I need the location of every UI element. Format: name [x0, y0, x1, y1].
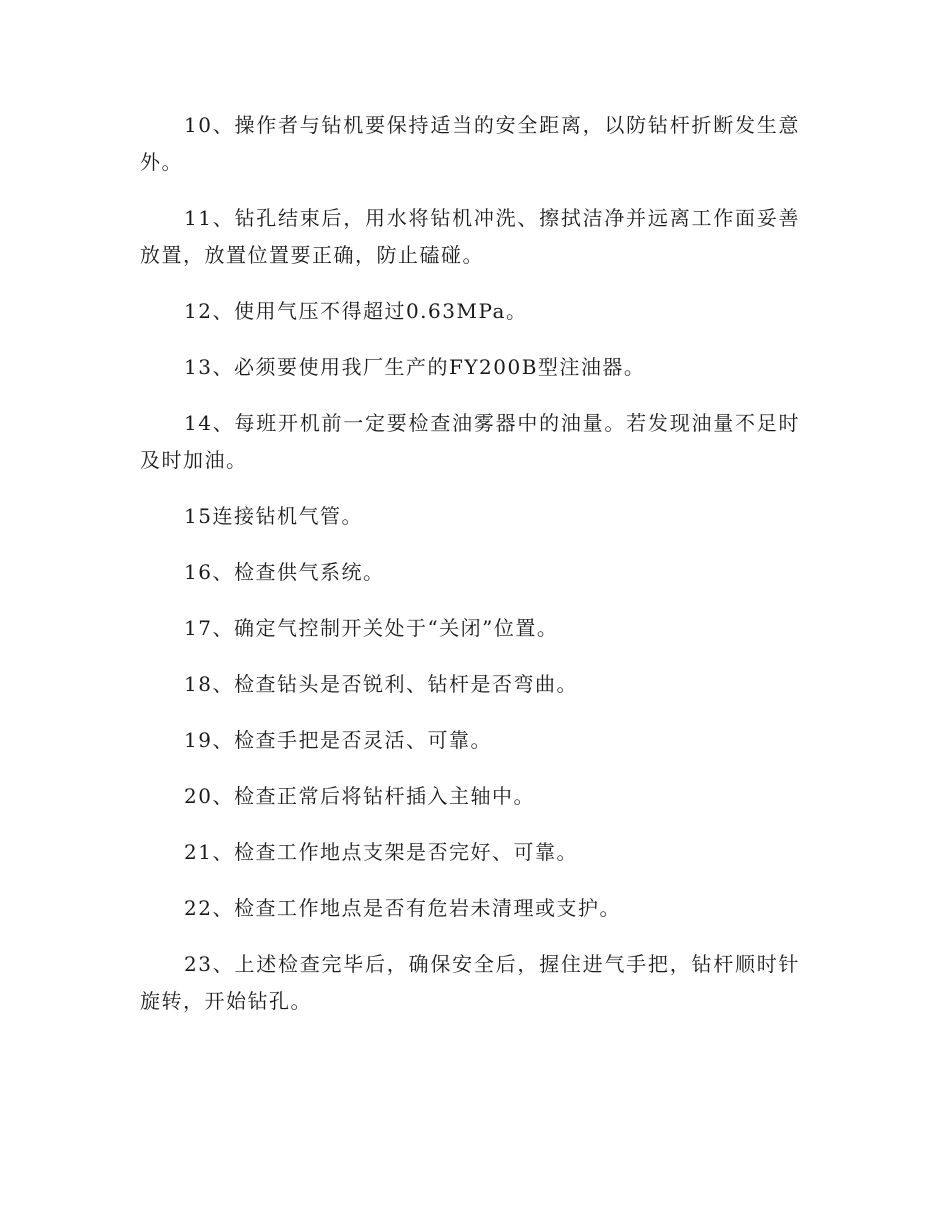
paragraph-11: 11、钻孔结束后，用水将钻机冲洗、擦拭洁净并远离工作面妥善放置，放置位置要正确，防止磕碰。 — [140, 206, 800, 267]
paragraph-18: 18、检查钻头是否锐利、钻杆是否弯曲。 — [184, 672, 578, 696]
paragraph-19: 19、检查手把是否灵活、可靠。 — [184, 728, 492, 752]
paragraph-12: 12、使用气压不得超过0.63MPa。 — [184, 299, 528, 323]
paragraph-21: 21、检查工作地点支架是否完好、可靠。 — [184, 840, 578, 864]
paragraph-13: 13、必须要使用我厂生产的FY200B型注油器。 — [184, 355, 646, 379]
paragraph-20: 20、检查正常后将钻杆插入主轴中。 — [184, 784, 535, 808]
paragraph-17: 17、确定气控制开关处于“关闭”位置。 — [184, 616, 559, 640]
paragraph-23: 23、上述检查完毕后，确保安全后，握住进气手把，钻杆顺时针旋转，开始钻孔。 — [140, 952, 800, 1013]
paragraph-14: 14、每班开机前一定要检查油雾器中的油量。若发现油量不足时及时加油。 — [140, 411, 800, 472]
paragraph-22: 22、检查工作地点是否有危岩未清理或支护。 — [184, 896, 621, 920]
paragraph-16: 16、检查供气系统。 — [184, 560, 385, 584]
paragraph-15: 15连接钻机气管。 — [184, 504, 363, 528]
paragraph-10: 10、操作者与钻机要保持适当的安全距离，以防钻杆折断发生意外。 — [140, 113, 800, 174]
